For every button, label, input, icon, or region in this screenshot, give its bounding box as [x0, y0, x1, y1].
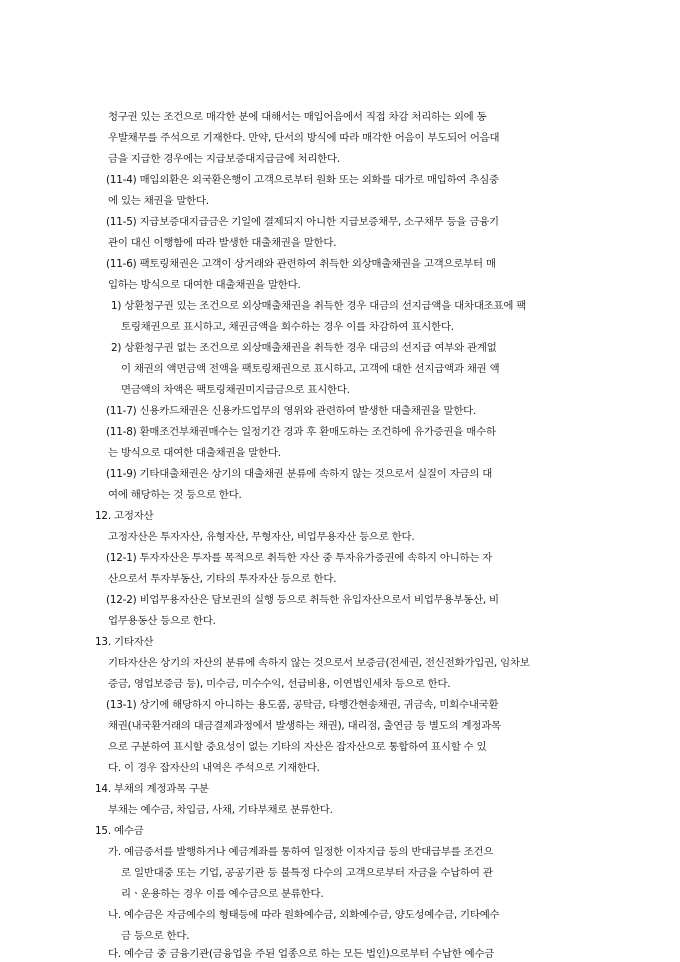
- text-line: 로 일반대중 또는 기업, 공공기관 등 불특정 다수의 고객으로부터 자금을 수납하여 관: [121, 867, 493, 879]
- text-line: (12-1) 투자자산은 투자를 목적으로 취득한 자산 중 투자유가증권에 속하지 아니하는 자: [106, 552, 493, 564]
- text-line: (11-6) 팩토링채권은 고객이 상거래와 관련하여 취득한 외상매출채권을 고객으로부터 매: [106, 258, 496, 270]
- section-heading: 14. 부채의 계정과목 구분: [95, 783, 209, 795]
- text-line: (11-8) 환매조건부채권매수는 일정기간 경과 후 환매도하는 조건하에 유가증권을 매수하: [106, 426, 496, 438]
- text-line: (13-1) 상기에 해당하지 아니하는 용도품, 공탁금, 타행간현송채권, 귀금속, 미회수내국환: [106, 699, 499, 711]
- text-line: 면금액의 차액은 팩토링채권미지급금으로 표시한다.: [121, 384, 350, 396]
- text-line: 산으로서 투자부동산, 기타의 투자자산 등으로 한다.: [108, 573, 337, 585]
- text-line: 청구권 있는 조건으로 매각한 분에 대해서는 매입어음에서 직접 차감 처리하는 외에 동: [108, 111, 487, 123]
- text-line: 업무용동산 등으로 한다.: [108, 615, 216, 627]
- text-line: (11-4) 매입외환은 외국환은행이 고객으로부터 원화 또는 외화를 대가로 매입하여 추심중: [106, 174, 499, 186]
- text-line: (11-9) 기타대출채권은 상기의 대출채권 분류에 속하지 않는 것으로서 실질이 자금의 대: [106, 468, 493, 480]
- text-line: 에 있는 채권을 말한다.: [108, 195, 209, 207]
- text-line: 우발채무를 주석으로 기재한다. 만약, 단서의 방식에 따라 매각한 어음이 부도되어 어음대: [108, 132, 500, 144]
- text-line: 리ㆍ운용하는 경우 이를 예수금으로 분류한다.: [121, 888, 324, 900]
- section-heading: 13. 기타자산: [95, 636, 154, 648]
- text-line: 부채는 예수금, 차입금, 사채, 기타부채로 분류한다.: [108, 804, 333, 816]
- text-line: 이 채권의 액면금액 전액을 팩토링채권으로 표시하고, 고객에 대한 선지급액과 채권 액: [121, 363, 500, 375]
- text-line: 다. 예수금 중 금융기관(금융업을 주된 업종으로 하는 모든 법인)으로부터 수납한 예수금: [108, 948, 495, 960]
- text-line: 관이 대신 이행함에 따라 발생한 대출채권을 말한다.: [108, 237, 337, 249]
- text-line: 토링채권으로 표시하고, 채권금액을 회수하는 경우 이를 차감하여 표시한다.: [121, 321, 454, 333]
- text-line: 기타자산은 상기의 자산의 분류에 속하지 않는 것으로서 보증금(전세권, 전신전화가입권, 임차보: [108, 657, 530, 669]
- text-line: 는 방식으로 대여한 대출채권을 말한다.: [108, 447, 281, 459]
- text-line: 가. 예금증서를 발행하거나 예금계좌를 통하여 일정한 이자지급 등의 반대급부를 조건으: [108, 846, 494, 858]
- section-heading: 12. 고정자산: [95, 510, 154, 522]
- text-line: 나. 예수금은 자금예수의 형태등에 따라 원화예수금, 외화예수금, 양도성예수금, 기타예수: [108, 909, 500, 921]
- text-line: 여에 해당하는 것 등으로 한다.: [108, 489, 242, 501]
- text-line: 2) 상환청구권 없는 조건으로 외상매출채권을 취득한 경우 대금의 선지급 여부와 관계없: [111, 342, 497, 354]
- text-line: 채권(내국환거래의 대금결제과정에서 발생하는 채권), 대리점, 출연금 등 별도의 계정과목: [108, 720, 501, 732]
- text-line: (11-7) 신용카드채권은 신용카드업무의 영위와 관련하여 발생한 대출채권을 말한다.: [106, 405, 477, 417]
- text-line: (12-2) 비업무용자산은 담보권의 실행 등으로 취득한 유입자산으로서 비업무용부동산, 비: [106, 594, 499, 606]
- text-line: 1) 상환청구권 있는 조건으로 외상매출채권을 취득한 경우 대금의 선지급액을 대차대조표에 팩: [111, 300, 527, 312]
- text-line: 금 등으로 한다.: [121, 930, 190, 942]
- text-line: 다. 이 경우 잡자산의 내역은 주석으로 기재한다.: [108, 762, 320, 774]
- text-line: 입하는 방식으로 대여한 대출채권을 말한다.: [108, 279, 301, 291]
- text-line: 증금, 영업보증금 등), 미수금, 미수수익, 선급비용, 이연법인세차 등으로 한다.: [108, 678, 451, 690]
- text-line: 고정자산은 투자자산, 유형자산, 무형자산, 비업무용자산 등으로 한다.: [108, 531, 415, 543]
- text-line: (11-5) 지급보증대지급금은 기일에 결제되지 아니한 지급보증채무, 소구채무 등을 금융기: [106, 216, 499, 228]
- text-line: 으로 구분하여 표시할 중요성이 없는 기타의 자산은 잡자산으로 통합하여 표시할 수 있: [108, 741, 487, 753]
- text-line: 금을 지급한 경우에는 지급보증대지급금에 처리한다.: [108, 153, 340, 165]
- section-heading: 15. 예수금: [95, 825, 144, 837]
